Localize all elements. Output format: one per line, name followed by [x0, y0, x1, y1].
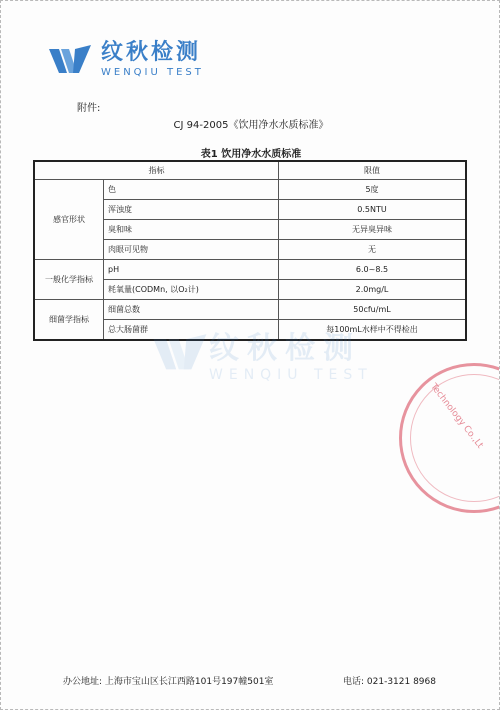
footer-address: 办公地址: 上海市宝山区长江西路101号197幢501室: [63, 677, 274, 687]
table-row: [34, 180, 466, 200]
header-indicator: 指标: [34, 161, 279, 180]
row-limit: 无: [279, 240, 467, 260]
watermark-brand-cn: 纹秋检测: [209, 331, 361, 366]
row-limit: 无异臭异味: [279, 220, 467, 240]
attachment-label: 附件:: [77, 103, 101, 114]
water-quality-table: [33, 160, 467, 341]
row-limit: 6.0~8.5: [279, 260, 467, 280]
group-name: 感官形状: [34, 180, 104, 260]
row-limit: 0.5NTU: [279, 200, 467, 220]
row-item: pH: [104, 260, 279, 280]
table-title: 表1 饮用净水水质标准: [200, 149, 302, 160]
company-logo: [47, 41, 204, 78]
table-row: [34, 260, 466, 280]
row-item: 色: [104, 180, 279, 200]
row-item: 浑浊度: [104, 200, 279, 220]
seal-inner-ring: [410, 374, 500, 502]
watermark-brand-en: WENQIU TEST: [209, 367, 373, 383]
header-limit: 限值: [279, 161, 467, 180]
group-name: 细菌学指标: [34, 300, 104, 341]
standard-title: CJ 94-2005《饮用净水水质标准》: [173, 120, 329, 131]
row-limit: 每100mL水样中不得检出: [279, 320, 467, 341]
row-limit: 50cfu/mL: [279, 300, 467, 320]
wenqiu-logo-icon: [47, 43, 93, 77]
row-limit: 5度: [279, 180, 467, 200]
seal-text: Technology Co.,Lt: [428, 382, 485, 451]
table-row: [34, 300, 466, 320]
group-name: 一般化学指标: [34, 260, 104, 300]
watermark: [151, 323, 373, 383]
brand-name-cn: 纹秋检测: [101, 40, 202, 65]
row-item: 肉眼可见物: [104, 240, 279, 260]
row-item: 臭和味: [104, 220, 279, 240]
watermark-logo-icon: [151, 331, 209, 375]
brand-name-en: WENQIU TEST: [101, 67, 204, 78]
row-limit: 2.0mg/L: [279, 280, 467, 300]
company-seal: [399, 363, 500, 513]
row-item: 总大肠菌群: [104, 320, 279, 341]
row-item: 耗氧量(CODMn, 以O₂计): [104, 280, 279, 300]
footer-phone: 电话: 021-3121 8968: [343, 677, 436, 687]
row-item: 细菌总数: [104, 300, 279, 320]
table-header-row: [34, 161, 466, 180]
